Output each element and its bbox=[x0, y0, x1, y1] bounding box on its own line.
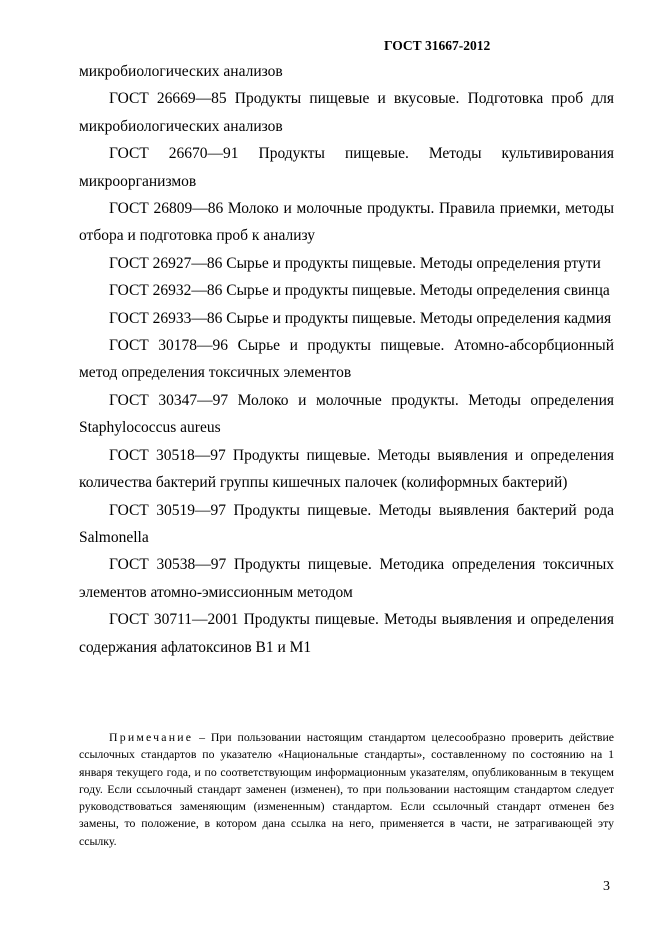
page-number: 3 bbox=[603, 879, 610, 894]
reference-item: ГОСТ 30538—97 Продукты пищевые. Методика определения токсичных элементов атомно-эмиссионным методом bbox=[79, 556, 614, 601]
note-paragraph bbox=[79, 729, 614, 850]
reference-item: ГОСТ 26927—86 Сырье и продукты пищевые. Методы определения ртути bbox=[109, 254, 601, 272]
note-text: – При пользовании настоящим стандартом целесообразно проверить действие ссылочных стандартов по указателю «Национальные стандарты», составленному по состоянию на 1 января текущего года, и по соответствующим информационным указателям, опубликованным в текущем году. Если ссылочный стандарт заменен (изменен), то при пользовании настоящим стандартом следует руководствоваться заменяющим (измененным) стандартом. Если ссылочный стандарт отменен без замены, то положение, в котором дана ссылка на него, применяется в части, не затрагивающей эту ссылку. bbox=[79, 730, 614, 848]
reference-item: ГОСТ 30347—97 Молоко и молочные продукты. Методы определения Staphylococcus aureus bbox=[79, 391, 614, 437]
reference-item: ГОСТ 26809—86 Молоко и молочные продукты. Правила приемки, методы отбора и подготовка проб к анализу bbox=[79, 200, 614, 245]
document-code-header: ГОСТ 31667-2012 bbox=[384, 38, 491, 53]
reference-item: ГОСТ 30519—97 Продукты пищевые. Методы выявления бактерий рода Salmonella bbox=[79, 501, 614, 546]
continuation-text: микробиологических анализов bbox=[79, 63, 283, 80]
reference-item: ГОСТ 26932—86 Сырье и продукты пищевые. Методы определения свинца bbox=[109, 282, 610, 300]
reference-item: ГОСТ 26933—86 Сырье и продукты пищевые. Методы определения кадмия bbox=[109, 309, 612, 327]
reference-item: ГОСТ 30178—96 Сырье и продукты пищевые. Атомно-абсорбционный метод определения токсичных элементов bbox=[79, 337, 614, 382]
note-label: Примечание bbox=[109, 730, 194, 744]
references-list bbox=[79, 58, 614, 661]
reference-item: ГОСТ 26670—91 Продукты пищевые. Методы культивирования микроорганизмов bbox=[79, 145, 614, 190]
reference-item: ГОСТ 26669—85 Продукты пищевые и вкусовые. Подготовка проб для микробиологических анализов bbox=[79, 90, 614, 135]
reference-item: ГОСТ 30711—2001 Продукты пищевые. Методы выявления и определения содержания афлатоксинов В1 и М1 bbox=[79, 611, 614, 656]
reference-item: ГОСТ 30518—97 Продукты пищевые. Методы выявления и определения количества бактерий группы кишечных палочек (колиформных бактерий) bbox=[79, 446, 614, 492]
